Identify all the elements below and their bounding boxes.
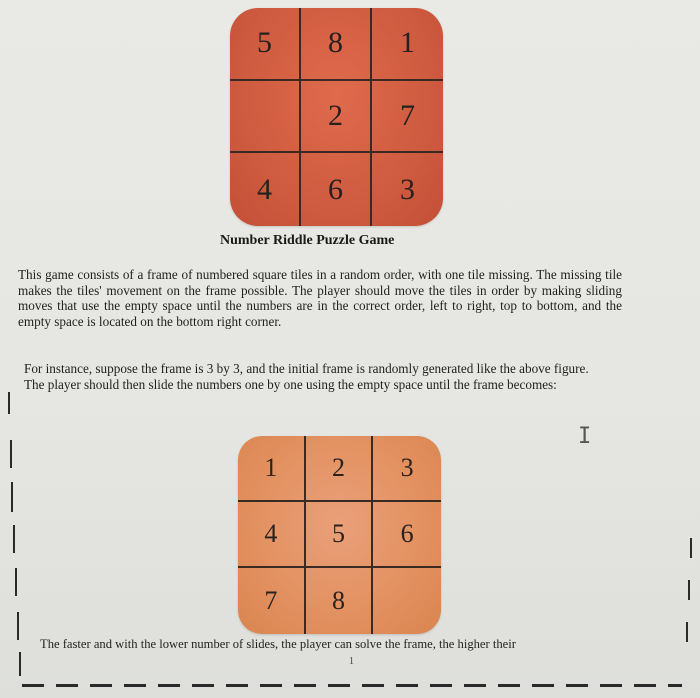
margin-bar (13, 525, 15, 553)
tile: 2 (306, 436, 374, 502)
tile: 3 (373, 436, 441, 502)
figure-caption: Number Riddle Puzzle Game (220, 233, 395, 248)
tile: 8 (306, 568, 374, 634)
tile: 7 (238, 568, 306, 634)
margin-bar (15, 568, 17, 596)
paragraph-example (24, 361, 618, 392)
text-cursor-icon: I (578, 424, 592, 449)
example-line-1: For instance, suppose the frame is 3 by 3, and the initial frame is randomly generated like the above figure. (24, 361, 589, 376)
margin-bar (19, 652, 21, 676)
bottom-dashed-border (22, 684, 682, 687)
tile: 8 (301, 8, 372, 81)
margin-bar (10, 440, 12, 468)
margin-bar (686, 622, 688, 642)
tile: 1 (372, 8, 443, 81)
tile: 4 (230, 153, 301, 226)
tile: 2 (301, 81, 372, 154)
tile: 3 (400, 172, 415, 206)
tile: 1 (238, 436, 306, 502)
tile: 7 (372, 81, 443, 154)
tile: 5 (306, 502, 374, 568)
margin-bar (8, 392, 10, 414)
tile: 6 (373, 502, 441, 568)
puzzle-board-solved (238, 436, 441, 634)
tile-empty (373, 568, 441, 634)
margin-bar (11, 482, 13, 512)
footer-paragraph: The faster and with the lower number of slides, the player can solve the frame, the higher their (40, 637, 516, 651)
tile: 4 (238, 502, 306, 568)
example-line-2: The player should then slide the numbers one by one using the empty space until the frame becomes: (24, 376, 557, 392)
margin-bar (688, 580, 690, 600)
tile-empty (230, 81, 301, 154)
puzzle-board-initial (230, 8, 443, 226)
margin-bar (17, 612, 19, 640)
tile: 5 (230, 8, 301, 81)
page-number: 1 (349, 656, 354, 667)
tile: 6 (301, 153, 372, 226)
paragraph-intro: This game consists of a frame of numbered square tiles in a random order, with one tile missing. The missing tile makes the tiles' movement on the frame possible. The player should move the tiles in order by making sliding moves that use the empty space until the numbers are in the correct order, left to right, top to bottom, and the empty space is located on the bottom right corner. (18, 267, 622, 329)
margin-bar (690, 538, 692, 558)
